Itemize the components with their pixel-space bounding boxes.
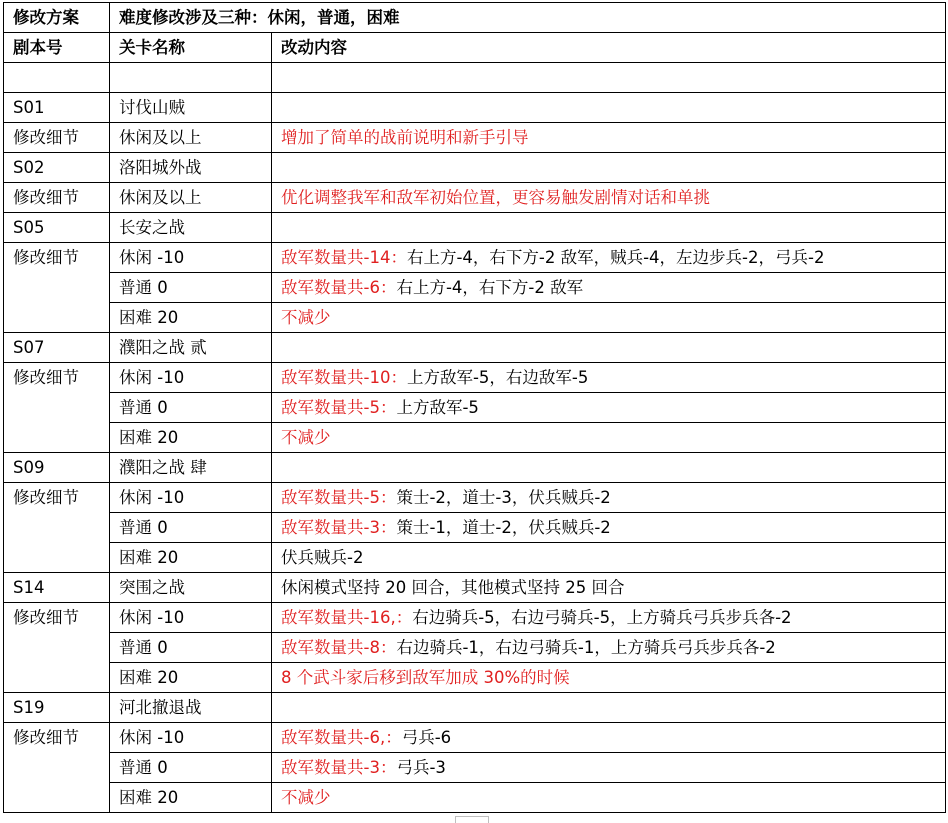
column-header-changes: 改动内容 <box>272 33 946 63</box>
stage-name-cell: 休闲 -10 <box>110 723 272 753</box>
column-header-row <box>4 33 946 63</box>
stage-name-cell: 讨伐山贼 <box>110 93 272 123</box>
stage-name-cell: 休闲及以上 <box>110 183 272 213</box>
table-row <box>4 423 946 453</box>
table-row <box>4 513 946 543</box>
stage-name-cell: 普通 0 <box>110 273 272 303</box>
script-id-cell <box>4 753 110 783</box>
change-highlight-text: 敌军数量共-6,： <box>281 728 402 747</box>
script-id-cell <box>4 633 110 663</box>
script-id-cell <box>4 783 110 813</box>
stage-name-cell: 濮阳之战 贰 <box>110 333 272 363</box>
change-highlight-text: 8 个武斗家后移到敌军加成 30%的时候 <box>281 668 570 687</box>
table-row <box>4 633 946 663</box>
empty-spacer-row <box>4 63 946 93</box>
script-id-cell: S02 <box>4 153 110 183</box>
change-content-cell <box>272 243 946 273</box>
change-highlight-text: 敌军数量共-5： <box>281 488 397 507</box>
script-id-cell: S19 <box>4 693 110 723</box>
table-row <box>4 543 946 573</box>
stage-name-cell: 洛阳城外战 <box>110 153 272 183</box>
script-id-cell: S05 <box>4 213 110 243</box>
script-id-cell: S01 <box>4 93 110 123</box>
column-header-stage: 关卡名称 <box>110 33 272 63</box>
table-row <box>4 183 946 213</box>
stage-name-cell: 长安之战 <box>110 213 272 243</box>
script-id-cell <box>4 543 110 573</box>
stage-name-cell: 困难 20 <box>110 783 272 813</box>
table-row <box>4 483 946 513</box>
stage-name-cell: 休闲及以上 <box>110 123 272 153</box>
stage-name-cell: 休闲 -10 <box>110 603 272 633</box>
change-highlight-text: 敌军数量共-14： <box>281 248 407 267</box>
script-id-cell: S09 <box>4 453 110 483</box>
change-highlight-text: 敌军数量共-6： <box>281 278 397 297</box>
stage-name-cell: 突围之战 <box>110 573 272 603</box>
script-id-cell: 修改细节 <box>4 483 110 513</box>
change-content-cell <box>272 633 946 663</box>
table-row <box>4 273 946 303</box>
change-detail-text: 右边骑兵-1，右边弓骑兵-1，上方骑兵弓兵步兵各-2 <box>396 638 776 657</box>
change-content-cell <box>272 363 946 393</box>
stage-name-cell: 濮阳之战 肆 <box>110 453 272 483</box>
change-detail-text: 弓兵-6 <box>401 728 452 747</box>
change-content-cell <box>272 273 946 303</box>
table-row <box>4 243 946 273</box>
stage-name-cell: 休闲 -10 <box>110 363 272 393</box>
script-id-cell <box>4 513 110 543</box>
stage-name-cell: 普通 0 <box>110 753 272 783</box>
change-detail-text: 上方敌军-5 <box>396 398 479 417</box>
table-row <box>4 663 946 693</box>
change-highlight-text: 优化调整我军和敌军初始位置，更容易触发剧情对话和单挑 <box>281 188 710 207</box>
table-row <box>4 573 946 603</box>
change-highlight-text: 不减少 <box>281 308 331 327</box>
stage-name-cell: 困难 20 <box>110 423 272 453</box>
change-detail-text: 休闲模式坚持 20 回合，其他模式坚持 25 回合 <box>281 578 625 597</box>
change-highlight-text: 增加了简单的战前说明和新手引导 <box>281 128 529 147</box>
change-content-cell <box>272 483 946 513</box>
document-sheet <box>3 2 945 813</box>
script-id-cell: S07 <box>4 333 110 363</box>
change-content-cell <box>272 423 946 453</box>
script-id-cell: 修改细节 <box>4 363 110 393</box>
change-content-cell <box>272 543 946 573</box>
change-highlight-text: 敌军数量共-3： <box>281 518 397 537</box>
change-highlight-text: 敌军数量共-8： <box>281 638 397 657</box>
table-row <box>4 453 946 483</box>
stage-name-cell: 普通 0 <box>110 393 272 423</box>
change-content-cell <box>272 663 946 693</box>
change-content-cell <box>272 783 946 813</box>
stage-name-cell: 休闲 -10 <box>110 243 272 273</box>
table-header-row <box>4 3 946 33</box>
change-highlight-text: 不减少 <box>281 428 331 447</box>
plan-description-cell: 难度修改涉及三种：休闲，普通，困难 <box>110 3 946 33</box>
empty-cell <box>272 63 946 93</box>
column-header-script: 剧本号 <box>4 33 110 63</box>
stage-name-cell: 普通 0 <box>110 513 272 543</box>
table-row <box>4 723 946 753</box>
change-content-cell <box>272 183 946 213</box>
script-id-cell: 修改细节 <box>4 603 110 633</box>
script-id-cell: S14 <box>4 573 110 603</box>
change-detail-text: 右边骑兵-5，右边弓骑兵-5，上方骑兵弓兵步兵各-2 <box>412 608 792 627</box>
stage-name-cell: 困难 20 <box>110 663 272 693</box>
change-highlight-text: 敌军数量共-10： <box>281 368 407 387</box>
stage-name-cell: 困难 20 <box>110 543 272 573</box>
change-content-cell <box>272 123 946 153</box>
page-break-marker <box>455 816 489 823</box>
change-content-cell <box>272 213 946 243</box>
change-content-cell <box>272 573 946 603</box>
change-content-cell <box>272 153 946 183</box>
script-id-cell: 修改细节 <box>4 123 110 153</box>
change-detail-text: 伏兵贼兵-2 <box>281 548 364 567</box>
script-id-cell <box>4 663 110 693</box>
change-highlight-text: 敌军数量共-16,： <box>281 608 413 627</box>
table-row <box>4 783 946 813</box>
change-detail-text: 右上方-4，右下方-2 敌军，贼兵-4，左边步兵-2，弓兵-2 <box>406 248 825 267</box>
table-row <box>4 333 946 363</box>
plan-label-cell: 修改方案 <box>4 3 110 33</box>
table-row <box>4 693 946 723</box>
change-content-cell <box>272 753 946 783</box>
table-body <box>4 3 946 813</box>
stage-name-cell: 普通 0 <box>110 633 272 663</box>
difficulty-change-table <box>3 2 946 813</box>
change-content-cell <box>272 303 946 333</box>
change-detail-text: 策士-1，道士-2，伏兵贼兵-2 <box>396 518 611 537</box>
script-id-cell: 修改细节 <box>4 723 110 753</box>
change-detail-text: 策士-2，道士-3，伏兵贼兵-2 <box>396 488 611 507</box>
table-row <box>4 603 946 633</box>
script-id-cell <box>4 393 110 423</box>
table-row <box>4 93 946 123</box>
script-id-cell: 修改细节 <box>4 243 110 273</box>
table-row <box>4 153 946 183</box>
change-detail-text: 弓兵-3 <box>396 758 446 777</box>
table-row <box>4 363 946 393</box>
script-id-cell <box>4 273 110 303</box>
script-id-cell <box>4 303 110 333</box>
change-content-cell <box>272 93 946 123</box>
change-content-cell <box>272 513 946 543</box>
change-detail-text: 右上方-4，右下方-2 敌军 <box>396 278 584 297</box>
table-row <box>4 753 946 783</box>
change-highlight-text: 敌军数量共-3： <box>281 758 397 777</box>
change-highlight-text: 敌军数量共-5： <box>281 398 397 417</box>
empty-cell <box>4 63 110 93</box>
table-row <box>4 213 946 243</box>
table-row <box>4 393 946 423</box>
empty-cell <box>110 63 272 93</box>
change-content-cell <box>272 603 946 633</box>
change-content-cell <box>272 693 946 723</box>
table-row <box>4 123 946 153</box>
change-content-cell <box>272 393 946 423</box>
stage-name-cell: 河北撤退战 <box>110 693 272 723</box>
change-highlight-text: 不减少 <box>281 788 331 807</box>
script-id-cell: 修改细节 <box>4 183 110 213</box>
stage-name-cell: 休闲 -10 <box>110 483 272 513</box>
change-content-cell <box>272 333 946 363</box>
change-content-cell <box>272 723 946 753</box>
script-id-cell <box>4 423 110 453</box>
table-row <box>4 303 946 333</box>
change-content-cell <box>272 453 946 483</box>
change-detail-text: 上方敌军-5，右边敌军-5 <box>406 368 589 387</box>
stage-name-cell: 困难 20 <box>110 303 272 333</box>
